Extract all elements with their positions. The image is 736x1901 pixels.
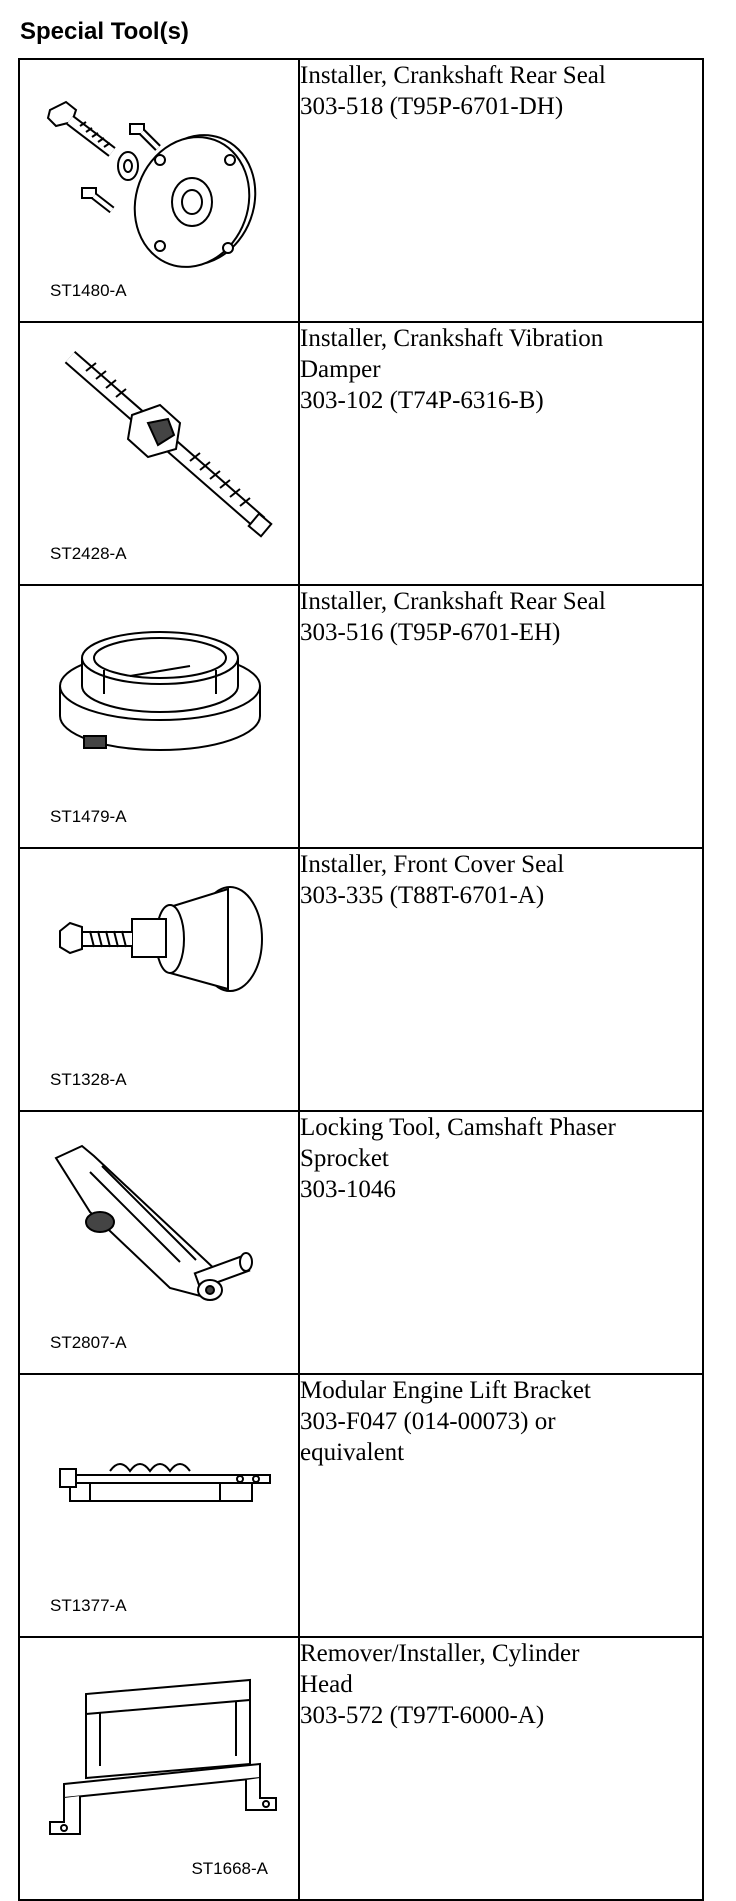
tool-description-cell	[299, 59, 703, 322]
tool-description	[300, 1375, 702, 1468]
table-row	[19, 1374, 703, 1637]
tool-name-line: Sprocket	[300, 1145, 389, 1172]
tool-code: ST1377-A	[50, 1596, 127, 1615]
tool-description-cell	[299, 848, 703, 1111]
tool-number-line: 303-1046	[300, 1176, 396, 1203]
tool-name-line: Installer, Crankshaft Vibration	[300, 325, 604, 352]
page-title: Special Tool(s)	[20, 18, 189, 45]
tool-illustration-cell	[19, 848, 299, 1111]
tool-name-line: equivalent	[300, 1439, 405, 1466]
table-row	[19, 585, 703, 848]
tool-description	[300, 586, 702, 648]
tool-illustration-cell	[19, 1111, 299, 1374]
tool-name-line: Head	[300, 1671, 353, 1698]
tool-code: ST1479-A	[50, 807, 127, 826]
tool-name-line: Installer, Crankshaft Rear Seal	[300, 62, 606, 89]
tool-description	[300, 323, 702, 416]
tool-description-cell	[299, 1637, 703, 1900]
tool-description	[300, 1112, 702, 1205]
tool-number-line: 303-518 (T95P-6701-DH)	[300, 93, 564, 120]
tool-name-line: Locking Tool, Camshaft Phaser	[300, 1114, 616, 1141]
tool-number-line: 303-102 (T74P-6316-B)	[300, 387, 544, 414]
tool-number-line: 303-516 (T95P-6701-EH)	[300, 619, 561, 646]
tool-illustration-cell	[19, 585, 299, 848]
tool-code: ST1668-A	[191, 1859, 268, 1878]
table-row	[19, 59, 703, 322]
tool-description-cell	[299, 322, 703, 585]
tool-code: ST1480-A	[50, 281, 127, 300]
tool-name-line: Damper	[300, 356, 381, 383]
tool-code: ST2428-A	[50, 544, 127, 563]
tool-illustration-cell	[19, 322, 299, 585]
table-row	[19, 1111, 703, 1374]
table-row	[19, 1637, 703, 1900]
tool-name-line: Installer, Front Cover Seal	[300, 851, 565, 878]
table-row	[19, 322, 703, 585]
tool-description	[300, 1638, 702, 1731]
tool-code: ST1328-A	[50, 1070, 127, 1089]
tool-name-line: Modular Engine Lift Bracket	[300, 1377, 591, 1404]
tool-description	[300, 849, 702, 911]
tool-illustration-cell	[19, 1637, 299, 1900]
tool-description-cell	[299, 1374, 703, 1637]
tool-code: ST2807-A	[50, 1333, 127, 1352]
tool-illustration-cell	[19, 59, 299, 322]
tool-name-line: Remover/Installer, Cylinder	[300, 1640, 580, 1667]
tool-description	[300, 60, 702, 122]
special-tools-table	[18, 58, 704, 1901]
table-row	[19, 848, 703, 1111]
tool-number-line: 303-335 (T88T-6701-A)	[300, 882, 545, 909]
tool-number-line: 303-572 (T97T-6000-A)	[300, 1702, 545, 1729]
tool-description-cell	[299, 1111, 703, 1374]
tool-description-cell	[299, 585, 703, 848]
tool-number-line: 303-F047 (014-00073) or	[300, 1408, 556, 1435]
tool-illustration-cell	[19, 1374, 299, 1637]
tool-name-line: Installer, Crankshaft Rear Seal	[300, 588, 606, 615]
